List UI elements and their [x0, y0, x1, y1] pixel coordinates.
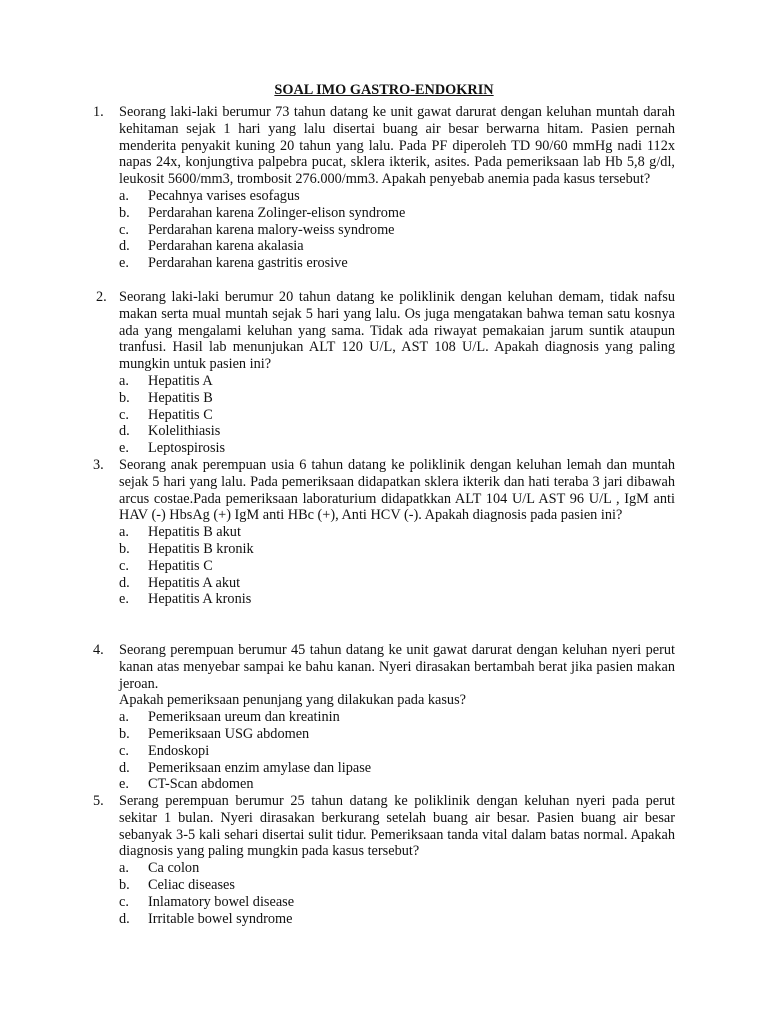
option-letter: d.: [119, 759, 130, 776]
option-letter: c.: [119, 742, 129, 759]
question-paragraph: Seorang laki-laki berumur 20 tahun datang ke poliklinik dengan keluhan demam, tidak nafsu makan serta mual muntah sejak 5 hari yang lalu. Os juga mengatakan bahwa teman satu kosnya ada yang mengalami keluhan yang sama. Tidak ada riwayat pemakaian jarum suntik ataupun tranfusi. Hasil lab menunjukan ALT 120 U/L, AST 108 U/L. Apakah diagnosis yang paling mungkin untuk pasien ini?: [119, 289, 675, 373]
option-c: [119, 407, 675, 424]
option-text: Hepatitis A kronis: [148, 591, 252, 608]
option-text: Perdarahan karena akalasia: [148, 238, 304, 255]
option-text: Hepatitis A: [148, 372, 213, 389]
option-letter: e.: [119, 440, 129, 457]
question-number: 3.: [93, 457, 104, 473]
option-d: [119, 911, 675, 928]
question-paragraph: Seorang perempuan berumur 45 tahun datang ke unit gawat darurat dengan keluhan nyeri perut kanan atas menyebar sampai ke bahu kanan. Nyeri dirasakan bertambah berat jika pasien makan jeroan.: [119, 642, 675, 692]
option-letter: d.: [119, 423, 130, 440]
question-text: [119, 642, 675, 709]
option-letter: c.: [119, 406, 129, 423]
question-2: [93, 289, 675, 457]
option-e: [119, 440, 675, 457]
option-text: Endoskopi: [148, 742, 210, 759]
question-text: [119, 793, 675, 860]
options-list: [119, 373, 675, 457]
option-text: Pemeriksaan USG abdomen: [148, 725, 310, 742]
question-1: [93, 104, 675, 272]
option-text: Perdarahan karena malory-weiss syndrome: [148, 221, 395, 238]
question-text: [119, 289, 675, 373]
option-a: [119, 709, 675, 726]
option-e: [119, 591, 675, 608]
option-letter: e.: [119, 591, 129, 608]
question-3: [93, 457, 675, 608]
option-letter: c.: [119, 893, 129, 910]
option-b: [119, 205, 675, 222]
option-text: Leptospirosis: [148, 440, 226, 457]
option-text: Hepatitis C: [148, 557, 213, 574]
option-c: [119, 894, 675, 911]
option-letter: a.: [119, 709, 129, 726]
option-a: [119, 524, 675, 541]
option-e: [119, 776, 675, 793]
option-letter: c.: [119, 557, 129, 574]
option-text: Celiac diseases: [148, 876, 235, 893]
question-text: [119, 457, 675, 524]
question-text: [119, 104, 675, 188]
option-e: [119, 255, 675, 272]
option-text: Pemeriksaan ureum dan kreatinin: [148, 709, 340, 726]
option-text: Hepatitis B akut: [148, 524, 241, 541]
option-text: Pecahnya varises esofagus: [148, 187, 300, 204]
option-b: [119, 390, 675, 407]
option-d: [119, 238, 675, 255]
option-c: [119, 222, 675, 239]
option-text: Inlamatory bowel disease: [148, 893, 295, 910]
option-text: Hepatitis A akut: [148, 574, 241, 591]
option-letter: c.: [119, 221, 129, 238]
option-letter: d.: [119, 238, 130, 255]
option-a: [119, 860, 675, 877]
option-text: CT-Scan abdomen: [148, 776, 254, 793]
question-paragraph: Serang perempuan berumur 25 tahun datang ke poliklinik dengan keluhan nyeri pada perut sekitar 1 bulan. Nyeri dirasakan berkurang setelah buang air besar. Pasien buang air besar sebanyak 3-5 kali sehari disertai sulit tidur. Pemeriksaan tanda vital dalam batas normal. Apakah diagnosis yang paling mungkin pada kasus tersebut?: [119, 793, 675, 860]
page-title: SOAL IMO GASTRO-ENDOKRIN: [274, 82, 494, 98]
options-list: [119, 188, 675, 272]
options-list: [119, 709, 675, 793]
option-letter: d.: [119, 910, 130, 927]
option-letter: b.: [119, 204, 130, 221]
option-text: Ca colon: [148, 860, 200, 877]
option-text: Perdarahan karena gastritis erosive: [148, 255, 348, 272]
options-list: [119, 860, 675, 927]
option-letter: a.: [119, 524, 129, 541]
option-c: [119, 558, 675, 575]
options-list: [119, 524, 675, 608]
option-d: [119, 760, 675, 777]
option-letter: a.: [119, 372, 129, 389]
question-paragraph: Seorang laki-laki berumur 73 tahun datang ke unit gawat darurat dengan keluhan muntah darah kehitaman sejak 1 hari yang lalu disertai buang air besar berwarna hitam. Pasien pernah menderita penyakit kuning 20 tahun yang lalu. Pada PF diperoleh TD 90/60 mmHg nadi 112x napas 24x, konjungtiva palpebra pucat, sklera ikterik, asites. Pada pemeriksaan lab Hb 5,8 g/dl, leukosit 5600/mm3, trombosit 276.000/mm3. Apakah penyebab anemia pada kasus tersebut?: [119, 104, 675, 188]
option-b: [119, 726, 675, 743]
option-letter: e.: [119, 776, 129, 793]
option-text: Kolelithiasis: [148, 423, 221, 440]
option-letter: b.: [119, 876, 130, 893]
option-letter: b.: [119, 725, 130, 742]
option-letter: a.: [119, 860, 129, 877]
option-text: Hepatitis B: [148, 389, 213, 406]
option-letter: e.: [119, 255, 129, 272]
option-letter: b.: [119, 540, 130, 557]
option-letter: a.: [119, 187, 129, 204]
option-a: [119, 373, 675, 390]
option-text: Irritable bowel syndrome: [148, 910, 293, 927]
question-number: 5.: [93, 793, 104, 809]
option-d: [119, 575, 675, 592]
option-letter: b.: [119, 389, 130, 406]
option-c: [119, 743, 675, 760]
option-a: [119, 188, 675, 205]
question-paragraph: Seorang anak perempuan usia 6 tahun datang ke poliklinik dengan keluhan lemah dan muntah sejak 5 hari yang lalu. Pada pemeriksaan didapatkan sklera ikterik dan hati teraba 3 jari dibawah arcus costae.Pada pemeriksaan laboraturium didapatkkan ALT 104 U/L AST 96 U/L , IgM anti HAV (-) HbsAg (+) IgM anti HBc (+), Anti HCV (-). Apakah diagnosis pada pasien ini?: [119, 457, 675, 524]
question-5: [93, 793, 675, 927]
option-letter: d.: [119, 574, 130, 591]
question-paragraph: Apakah pemeriksaan penunjang yang dilakukan pada kasus?: [119, 692, 466, 709]
question-number: 2.: [96, 289, 107, 305]
option-b: [119, 541, 675, 558]
option-text: Hepatitis B kronik: [148, 540, 254, 557]
question-number: 4.: [93, 642, 104, 658]
option-text: Pemeriksaan enzim amylase dan lipase: [148, 759, 372, 776]
question-number: 1.: [93, 104, 104, 120]
option-text: Perdarahan karena Zolinger-elison syndrome: [148, 204, 406, 221]
option-d: [119, 423, 675, 440]
question-4: [93, 642, 675, 793]
option-b: [119, 877, 675, 894]
option-text: Hepatitis C: [148, 406, 213, 423]
